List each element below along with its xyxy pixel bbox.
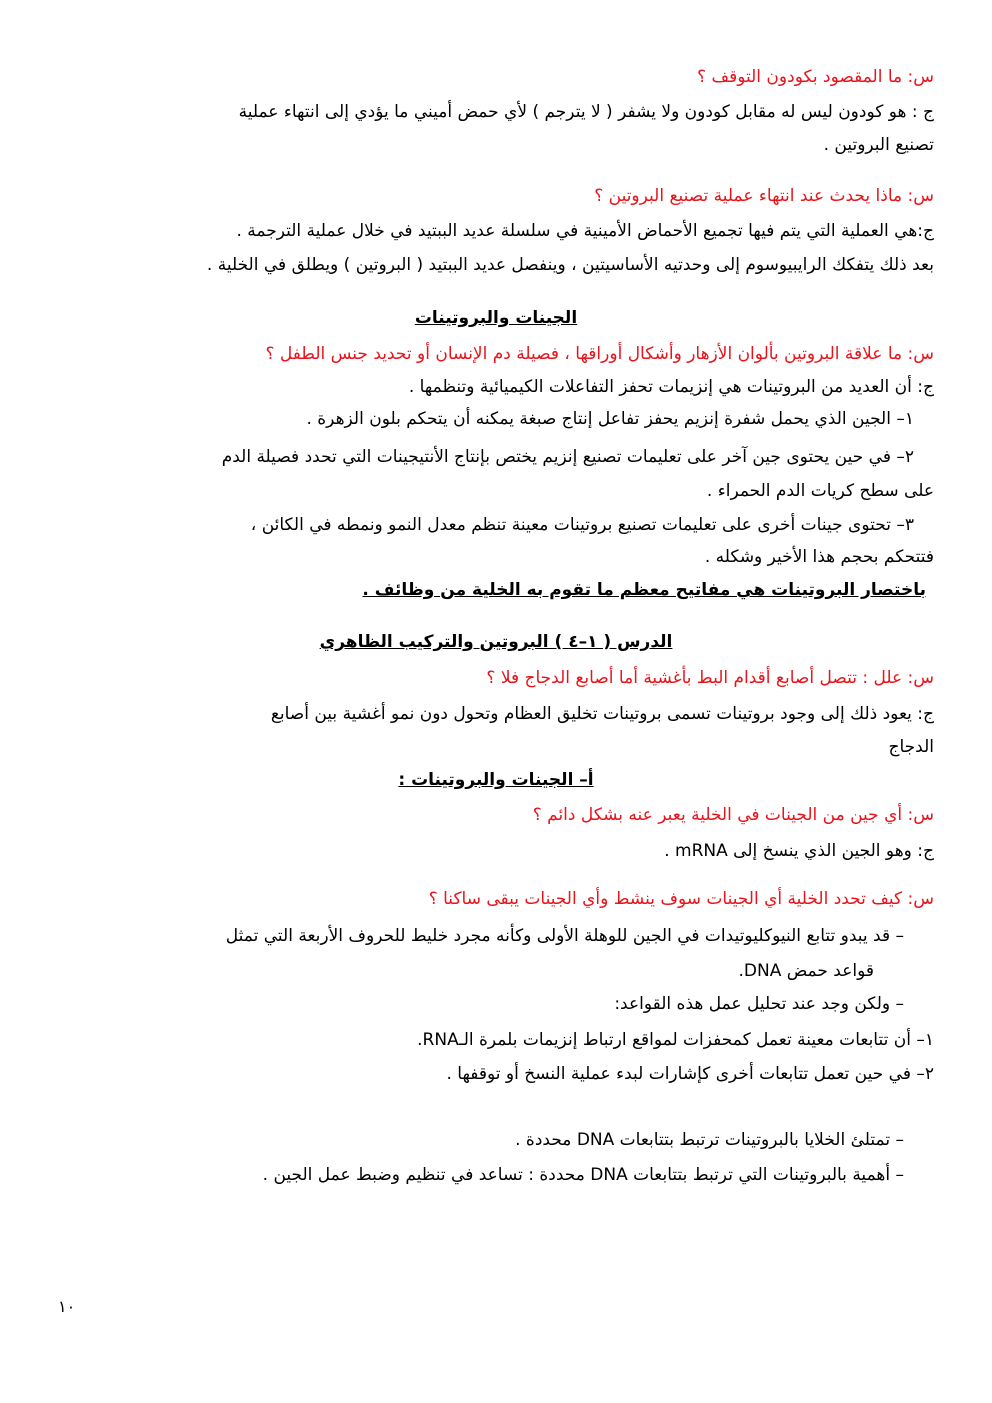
list-item-promoters: ١– أن تتابعات معينة تعمل كمحفزات لمواقع ارتباط إنزيمات بلمرة الـRNA. — [417, 1030, 934, 1050]
summary-statement: باختصار البروتينات هي مفاتيح معظم ما تقوم به الخلية من وظائف . — [362, 580, 926, 600]
bullet-nucleotide-sequence-line-2: قواعد حمض DNA. — [738, 961, 874, 981]
bullet-analysis: – ولكن وجد عند تحليل عمل هذه القواعد: — [614, 994, 904, 1014]
list-item-blood-type-line-2: على سطح كريات الدم الحمراء . — [706, 481, 934, 501]
question-duck-feet: س: علل : تتصل أصابع أقدام البط بأغشية أما أصابع الدجاج فلا ؟ — [486, 668, 934, 688]
question-stop-codon: س: ما المقصود بكودون التوقف ؟ — [697, 67, 934, 87]
answer-protein-synthesis-end-line-2: بعد ذلك يتفكك الرايبيوسوم إلى وحدتيه الأساسيتين ، وينفصل عديد الببتيد ( البروتين ) ويطلق في الخلية . — [206, 255, 934, 275]
list-item-blood-type-line-1: ٢– في حين يحتوى جين آخر على تعليمات تصنيع إنزيم يختص بإنتاج الأنتيجينات التي تحدد فصيلة الدم — [221, 447, 914, 467]
answer-stop-codon-line-1: ج : هو كودون ليس له مقابل كودون ولا يشفر ( لا يترجم ) لأي حمض أميني ما يؤدي إلى انتهاء عملية — [238, 102, 934, 122]
question-protein-traits: س: ما علاقة البروتين بألوان الأزهار وأشكال أوراقها ، فصيلة دم الإنسان أو تحديد جنس الطفل ؟ — [265, 344, 934, 364]
answer-constant-gene: ج: وهو الجين الذي ينسخ إلى mRNA . — [664, 841, 934, 861]
page-number: ١٠ — [58, 1297, 76, 1316]
list-item-growth-line-2: فتتحكم بحجم هذا الأخير وشكله . — [704, 547, 934, 567]
lesson-heading: الدرس ( ١–٤ ) البروتين والتركيب الظاهري — [319, 632, 673, 652]
list-item-signals: ٢– في حين تعمل تتابعات أخرى كإشارات لبدء عملية النسخ أو توقفها . — [446, 1064, 934, 1084]
question-gene-activation: س: كيف تحدد الخلية أي الجينات سوف ينشط وأي الجينات يبقى ساكنا ؟ — [428, 889, 934, 909]
list-item-flower-color: ١– الجين الذي يحمل شفرة إنزيم يحفز تفاعل إنتاج صبغة يمكنه أن يتحكم بلون الزهرة . — [306, 409, 914, 429]
bullet-cells-proteins: – تمتلئ الخلايا بالبروتينات ترتبط بتتابعات DNA محددة . — [515, 1130, 904, 1150]
subsection-heading-text: أ– الجينات والبروتينات : — [398, 770, 594, 790]
answer-stop-codon-line-2: تصنيع البروتين . — [823, 135, 934, 155]
answer-duck-feet-line-1: ج: يعود ذلك إلى وجود بروتينات تسمى بروتينات تخليق العظام وتحول دون نمو أغشية بين أصابع — [270, 704, 934, 724]
question-constant-gene: س: أي جين من الجينات في الخلية يعبر عنه بشكل دائم ؟ — [532, 805, 934, 825]
answer-enzymes-intro: ج: أن العديد من البروتينات هي إنزيمات تحفز التفاعلات الكيميائية وتنظمها . — [408, 377, 934, 397]
answer-duck-feet-line-2: الدجاج — [888, 737, 934, 757]
list-item-growth-line-1: ٣– تحتوى جينات أخرى على تعليمات تصنيع بروتينات معينة تنظم معدل النمو ونمطه في الكائن ، — [250, 515, 914, 535]
section-heading-genes-proteins: الجينات والبروتينات — [414, 308, 578, 328]
bullet-importance: – أهمية بالبروتينات التي ترتبط بتتابعات DNA محددة : تساعد في تنظيم وضبط عمل الجين . — [262, 1165, 904, 1185]
question-protein-synthesis-end: س: ماذا يحدث عند انتهاء عملية تصنيع البروتين ؟ — [594, 186, 934, 206]
subsection-heading-genes-proteins — [58, 765, 934, 795]
bullet-nucleotide-sequence-line-1: – قد يبدو تتابع النيوكليوتيدات في الجين للوهلة الأولى وكأنه مجرد خليط للحروف الأربعة التي تمثل — [225, 926, 904, 946]
answer-protein-synthesis-end-line-1: ج:هي العملية التي يتم فيها تجميع الأحماض الأمينية في سلسلة عديد الببتيد في خلال عملية الترجمة . — [236, 221, 934, 241]
